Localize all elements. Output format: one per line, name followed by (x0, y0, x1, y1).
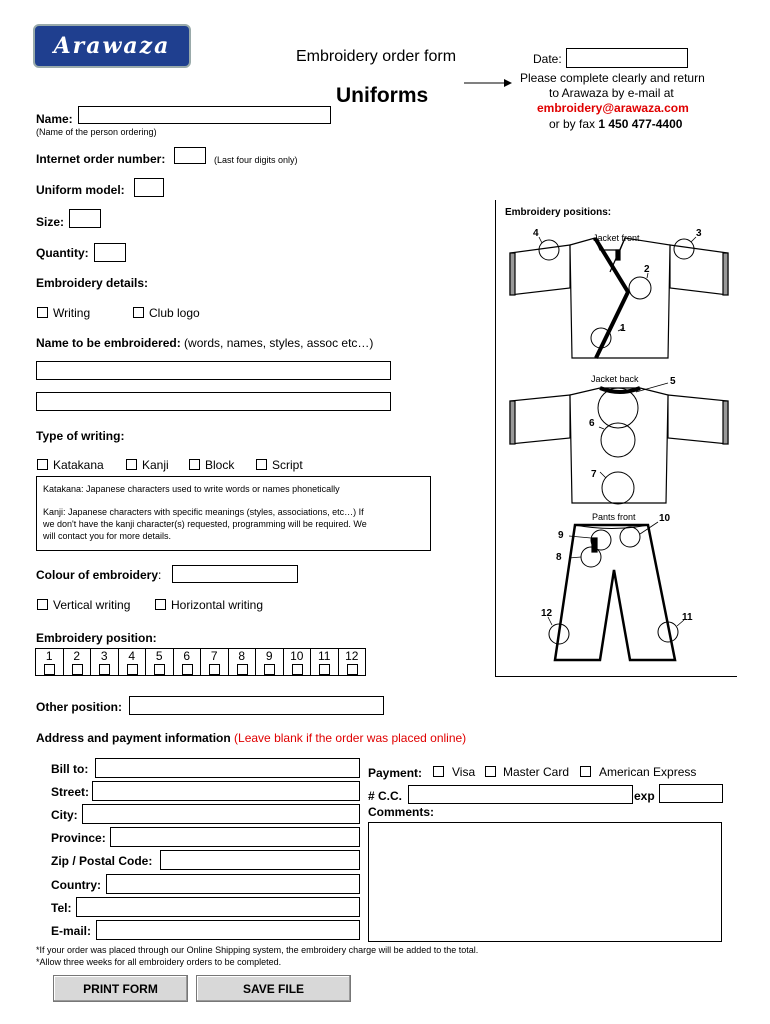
diagram-number-7: 7 (591, 469, 597, 480)
position-checkbox[interactable] (347, 664, 358, 675)
comments-field[interactable] (368, 822, 722, 942)
colour-colon: : (158, 568, 162, 582)
size-label: Size: (36, 215, 65, 229)
mastercard-label: Master Card (503, 765, 570, 779)
jacket-back-label: Jacket back (591, 374, 639, 384)
colour-label: Colour of embroidery (36, 568, 159, 582)
address-heading-label: Address and payment information (36, 731, 231, 745)
diagram-title: Embroidery positions: (505, 207, 612, 218)
vertical-writing-label: Vertical writing (53, 598, 131, 612)
fax-line (549, 117, 682, 131)
visa-checkbox[interactable] (433, 766, 444, 777)
colour-heading (36, 568, 161, 582)
position-cell[interactable] (35, 648, 64, 676)
uniform-model-field[interactable] (134, 178, 164, 197)
position-cell[interactable] (255, 648, 284, 676)
horizontal-writing-checkbox[interactable] (155, 599, 166, 610)
fax-prefix: or by fax (549, 117, 599, 131)
cc-label: # C.C. (368, 789, 403, 803)
type-of-writing-label: Type of writing: (36, 429, 125, 443)
position-checkbox[interactable] (319, 664, 330, 675)
position-number: 5 (155, 649, 163, 663)
section-title: Uniforms (336, 84, 429, 107)
name-label: Name: (36, 112, 73, 126)
internet-order-label: Internet order number: (36, 152, 166, 166)
club-logo-checkbox[interactable] (133, 307, 144, 318)
club-logo-label: Club logo (149, 306, 200, 320)
save-file-button[interactable]: SAVE FILE (196, 975, 351, 1002)
position-number: 4 (128, 649, 136, 663)
position-cell[interactable] (283, 648, 312, 676)
other-position-field[interactable] (129, 696, 384, 715)
fax-number: 1 450 477-4400 (598, 117, 683, 131)
position-checkbox[interactable] (154, 664, 165, 675)
position-number: 7 (210, 649, 218, 663)
uniform-model-label: Uniform model: (36, 183, 125, 197)
embroider-text-line-2[interactable] (36, 392, 391, 411)
position-cell[interactable] (118, 648, 147, 676)
position-grid (36, 648, 366, 676)
diagram-number-8: 8 (556, 552, 562, 563)
internet-order-field[interactable] (174, 147, 206, 164)
payment-label: Payment: (368, 766, 423, 780)
arawaza-logo (33, 24, 191, 68)
position-checkbox[interactable] (99, 664, 110, 675)
exp-label: exp (634, 789, 655, 803)
katakana-label: Katakana (53, 458, 104, 472)
diagram-number-10: 10 (659, 513, 671, 524)
contact-email[interactable]: embroidery@arawaza.com (537, 101, 689, 115)
position-checkbox[interactable] (209, 664, 220, 675)
form-title: Embroidery order form (296, 48, 457, 65)
cc-number-field[interactable] (408, 785, 633, 804)
position-cell[interactable] (145, 648, 174, 676)
kanji-checkbox[interactable] (126, 459, 137, 470)
pants-front-label: Pants front (592, 512, 636, 522)
street-label: Street: (51, 785, 90, 799)
position-cell[interactable] (310, 648, 339, 676)
script-label: Script (272, 458, 303, 472)
script-checkbox[interactable] (256, 459, 267, 470)
quantity-label: Quantity: (36, 246, 89, 260)
katakana-checkbox[interactable] (37, 459, 48, 470)
name-to-embroider-hint: (words, names, styles, assoc etc…) (180, 336, 374, 350)
embroidery-details-label: Embroidery details: (36, 276, 149, 290)
writing-checkbox[interactable] (37, 307, 48, 318)
instructions-line1: Please complete clearly and return (520, 71, 705, 85)
position-cell[interactable] (63, 648, 92, 676)
position-checkbox[interactable] (237, 664, 248, 675)
position-number: 8 (238, 649, 246, 663)
amex-checkbox[interactable] (580, 766, 591, 777)
embroidery-position-label: Embroidery position: (36, 631, 157, 645)
block-label: Block (205, 458, 235, 472)
mastercard-checkbox[interactable] (485, 766, 496, 777)
position-number: 2 (73, 649, 81, 663)
country-field[interactable] (106, 874, 360, 894)
position-checkbox[interactable] (44, 664, 55, 675)
position-number: 11 (318, 649, 331, 663)
position-checkbox[interactable] (72, 664, 83, 675)
position-checkbox[interactable] (127, 664, 138, 675)
zip-field[interactable] (160, 850, 360, 870)
province-label: Province: (51, 831, 106, 845)
visa-label: Visa (452, 765, 476, 779)
diagram-number-5: 5 (670, 376, 676, 387)
bill-to-field[interactable] (95, 758, 360, 778)
diagram-number-3: 3 (696, 228, 702, 239)
name-hint: (Name of the person ordering) (36, 127, 157, 137)
date-field[interactable] (566, 48, 688, 68)
diagram-number-9: 9 (558, 530, 564, 541)
name-to-embroider-label: Name to be embroidered: (36, 336, 181, 350)
block-checkbox[interactable] (189, 459, 200, 470)
embroider-text-line-1[interactable] (36, 361, 391, 380)
kanji-note-2: we don't have the kanji character(s) requested, programming will be required. We (43, 519, 367, 529)
city-label: City: (51, 808, 78, 822)
other-position-label: Other position: (36, 700, 122, 714)
position-checkbox[interactable] (264, 664, 275, 675)
diagram-number-4: 4 (533, 228, 539, 239)
position-number: 6 (183, 649, 191, 663)
position-checkbox[interactable] (292, 664, 303, 675)
position-number: 10 (290, 649, 304, 663)
country-label: Country: (51, 878, 101, 892)
province-field[interactable] (110, 827, 360, 847)
bill-to-label: Bill to: (51, 762, 89, 776)
writing-label: Writing (53, 306, 91, 320)
position-cell[interactable] (228, 648, 257, 676)
exp-field[interactable] (659, 784, 723, 803)
tel-field[interactable] (76, 897, 360, 917)
position-number: 3 (100, 649, 108, 663)
quantity-field[interactable] (94, 243, 126, 262)
footnote-2: *Allow three weeks for all embroidery orders to be completed. (36, 957, 282, 967)
colour-field[interactable] (172, 565, 298, 583)
logo-text: Arawaza (53, 33, 171, 59)
position-cell[interactable] (200, 648, 229, 676)
arrow-icon (464, 78, 512, 88)
email-label: E-mail: (51, 924, 92, 938)
name-to-embroider-heading (36, 336, 373, 350)
kanji-label: Kanji (142, 458, 169, 472)
address-heading-note: (Leave blank if the order was placed online) (230, 731, 467, 745)
position-number: 9 (265, 649, 273, 663)
date-label: Date: (533, 52, 562, 66)
address-heading (36, 731, 466, 745)
instructions-line2: to Arawaza by e-mail at (549, 86, 674, 100)
footnote-1: *If your order was placed through our Online Shipping system, the embroidery charge will be added to the total. (36, 945, 479, 955)
email-field[interactable] (96, 920, 360, 940)
name-field[interactable] (78, 106, 331, 124)
position-checkbox[interactable] (182, 664, 193, 675)
tel-label: Tel: (51, 901, 72, 915)
kanji-note-1: Kanji: Japanese characters with specific meanings (styles, associations, etc…) If (43, 507, 364, 517)
print-form-button[interactable]: PRINT FORM (53, 975, 188, 1002)
katakana-note: Katakana: Japanese characters used to write words or names phonetically (43, 484, 340, 494)
zip-label: Zip / Postal Code: (51, 854, 153, 868)
comments-label: Comments: (368, 805, 435, 819)
uniform-diagram-icon (500, 220, 736, 675)
diagram-number-6: 6 (589, 418, 595, 429)
city-field[interactable] (82, 804, 360, 824)
position-cell[interactable] (173, 648, 202, 676)
amex-label: American Express (599, 765, 697, 779)
kanji-note-3: will contact you for more details. (43, 531, 172, 541)
internet-order-hint: (Last four digits only) (214, 155, 298, 165)
position-number: 1 (45, 649, 53, 663)
position-cell[interactable] (90, 648, 119, 676)
diagram-number-12: 12 (541, 608, 553, 619)
jacket-front-label: Jacket front (593, 233, 640, 243)
diagram-number-1: 1 (620, 323, 626, 334)
diagram-number-11: 11 (682, 612, 693, 623)
size-field[interactable] (69, 209, 101, 228)
position-number: 12 (345, 649, 359, 663)
street-field[interactable] (92, 781, 360, 801)
diagram-number-2: 2 (644, 264, 650, 275)
horizontal-writing-label: Horizontal writing (171, 598, 264, 612)
vertical-writing-checkbox[interactable] (37, 599, 48, 610)
position-cell[interactable] (338, 648, 367, 676)
